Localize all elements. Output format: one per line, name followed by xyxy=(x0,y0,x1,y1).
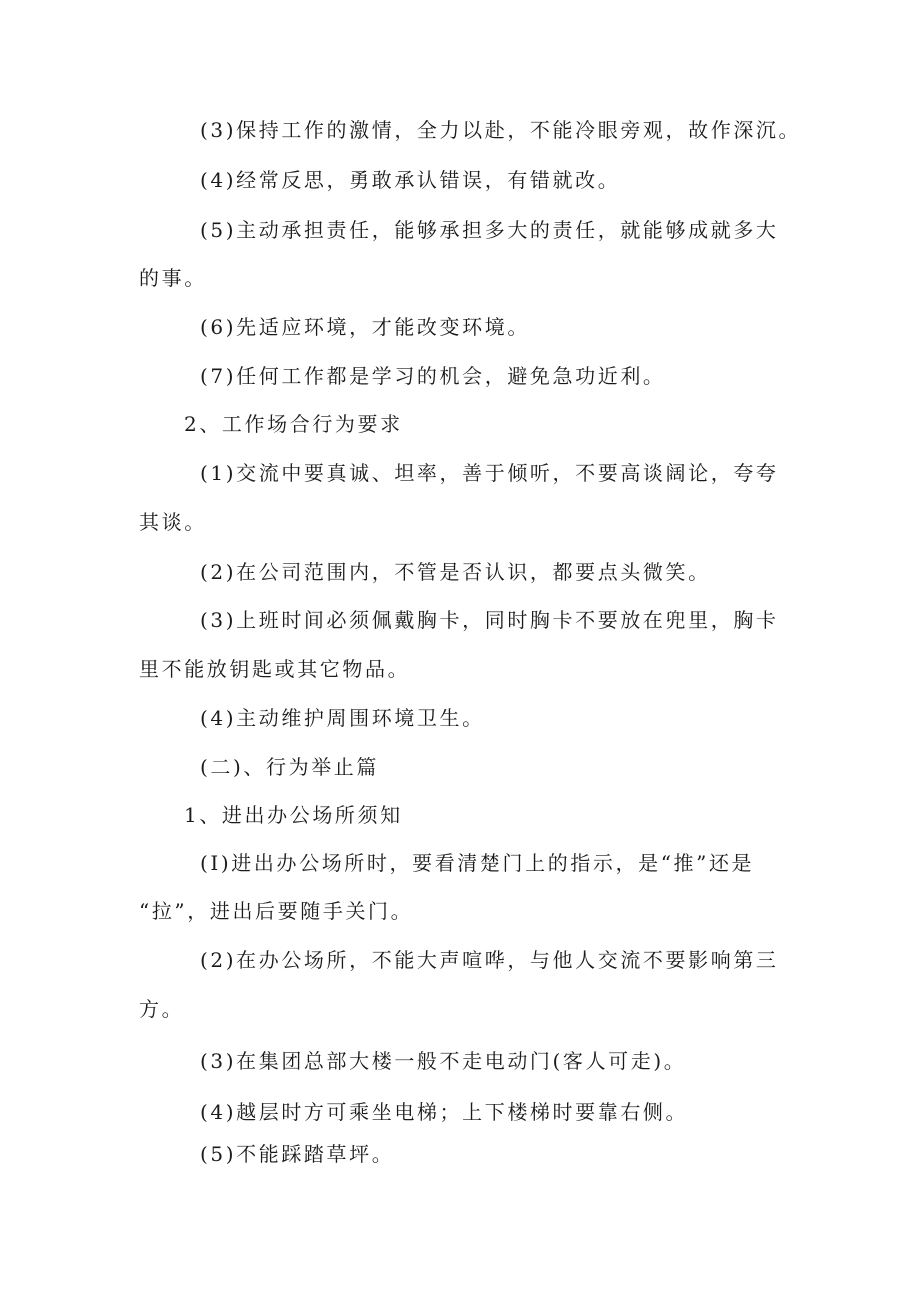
section-heading-behavior: (二)、行为举止篇 xyxy=(200,755,380,779)
heading-workplace-behavior: 2、工作场合行为要求 xyxy=(184,412,403,436)
paragraph-responsibility-continued: 的事。 xyxy=(139,266,207,290)
paragraph-learning: (7)任何工作都是学习的机会，避免急功近利。 xyxy=(200,364,666,388)
paragraph-lawn: (5)不能踩踏草坪。 xyxy=(200,1142,395,1166)
paragraph-communication-continued: 其谈。 xyxy=(139,510,207,534)
paragraph-badge: (3)上班时间必须佩戴胸卡，同时胸卡不要放在兜里，胸卡 xyxy=(200,608,779,632)
paragraph-elevator: (4)越层时方可乘坐电梯；上下楼梯时要靠右侧。 xyxy=(200,1100,689,1124)
paragraph-communication: (1)交流中要真诚、坦率，善于倾听，不要高谈阔论，夸夸 xyxy=(200,461,779,485)
paragraph-noise-continued: 方。 xyxy=(139,997,185,1021)
heading-office-rules: 1、进出办公场所须知 xyxy=(184,803,403,827)
paragraph-adapt: (6)先适应环境，才能改变环境。 xyxy=(200,315,530,339)
paragraph-automatic-door: (3)在集团总部大楼一般不走电动门(客人可走)。 xyxy=(200,1049,687,1073)
paragraph-doors-continued: “拉”，进出后要随手关门。 xyxy=(139,899,414,923)
paragraph-noise: (2)在办公场所，不能大声喧哗，与他人交流不要影响第三 xyxy=(200,948,779,972)
paragraph-responsibility: (5)主动承担责任，能够承担多大的责任，就能够成就多大 xyxy=(200,218,779,242)
paragraph-doors: (I)进出办公场所时，要看清楚门上的指示，是“推”还是 xyxy=(200,851,755,875)
paragraph-keep-passion: (3)保持工作的激情，全力以赴，不能冷眼旁观，故作深沉。 xyxy=(200,118,802,142)
paragraph-reflect: (4)经常反思，勇敢承认错误，有错就改。 xyxy=(200,168,621,192)
paragraph-greeting: (2)在公司范围内，不管是否认识，都要点头微笑。 xyxy=(200,560,711,584)
paragraph-badge-continued: 里不能放钥匙或其它物品。 xyxy=(139,657,411,681)
paragraph-environment: (4)主动维护周围环境卫生。 xyxy=(200,706,485,730)
